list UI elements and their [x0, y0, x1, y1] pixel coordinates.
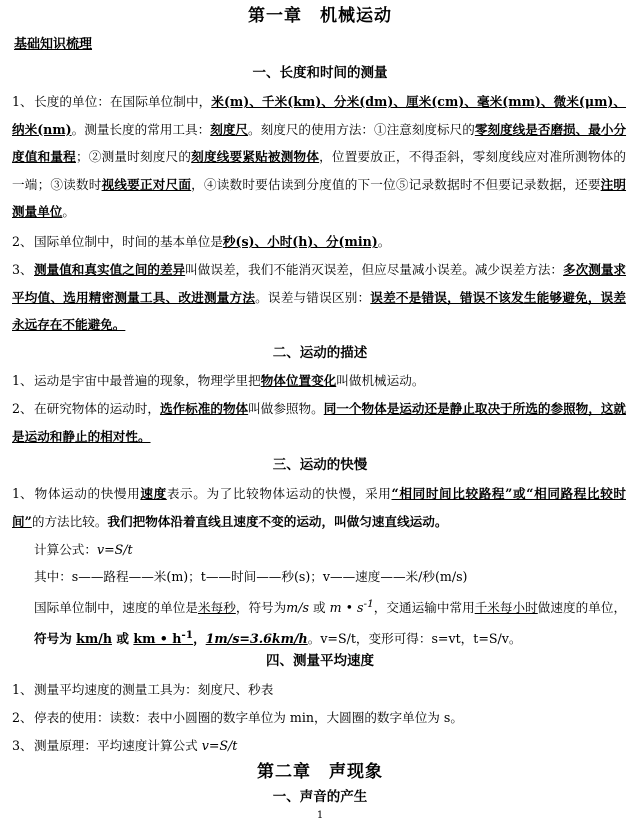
key-point: 同一个物体是运动还是静止取决于所选的参照物，这就是运动和静止的相对性。: [12, 401, 627, 444]
text: 。测量长度的常用工具：: [71, 121, 211, 137]
key-point: 或: [111, 630, 134, 646]
text: 停表的使用：读数：表中小圆圈的数字单位为 min，大圆圈的数字单位为 s。: [34, 710, 463, 725]
speed-formula: v=S/t: [96, 542, 133, 557]
text: ，交通运输中常用: [373, 600, 475, 616]
text: 叫做机械运动。: [336, 373, 425, 388]
formula-line: [34, 536, 626, 564]
chapter-2-title: 第二章 声现象: [257, 762, 383, 782]
text: 国际单位制中，时间的基本单位是: [34, 234, 223, 249]
text: 或: [308, 600, 330, 616]
page-number: 1: [316, 810, 324, 821]
formula: v=S/t: [201, 738, 238, 753]
section-1-title: 一、长度和时间的测量: [252, 65, 388, 81]
conversion: 1m/s=3.6km/h: [205, 630, 308, 646]
list-number: 2、: [12, 234, 33, 249]
text: 叫做参照物。: [248, 401, 324, 416]
key-point: ，: [193, 630, 206, 646]
text: ，符号为: [235, 600, 287, 616]
key-point: [330, 600, 374, 615]
key-point: [206, 631, 308, 646]
text: 测量平均速度的测量工具为：刻度尺、秒表: [34, 682, 274, 697]
key-point: 注明测量单位: [12, 176, 627, 219]
list-number: 1、: [12, 373, 33, 388]
s4-paragraph-1: [12, 676, 626, 704]
speed-unit-paragraph: [34, 591, 626, 652]
unit-text: m • s: [329, 600, 364, 616]
list-number: 2、: [12, 710, 33, 725]
text: 物体运动的快慢用: [34, 486, 141, 501]
ch2-section-1-title: 一、声音的产生: [272, 789, 368, 805]
key-point: 速度: [140, 486, 167, 501]
text: 叫做误差，我们不能消灭误差，但应尽量减小误差。减少误差方法：: [185, 262, 564, 277]
section-4-title: 四、测量平均速度: [266, 653, 374, 669]
key-point: 误差不是错误，错误不该发生能够避免，误差永远存在不能避免。: [12, 289, 627, 332]
text: 运动是宇宙中最普遍的现象，物理学里把: [34, 373, 261, 388]
key-point: 物体位置变化: [260, 373, 337, 388]
chapter-1-title: 第一章 机械运动: [248, 6, 392, 26]
text: 。刻度尺的使用方法：①注意刻度标尺的: [248, 121, 475, 137]
s4-paragraph-3: [12, 732, 626, 760]
text: 国际单位制中，速度的单位是: [34, 600, 198, 616]
text: ；②测量时刻度尺的: [75, 149, 192, 164]
unit-text: km • h: [133, 630, 182, 646]
s1-paragraph-1: [12, 88, 626, 226]
text: 在研究物体的运动时，: [34, 401, 160, 416]
text: 。: [377, 234, 391, 249]
s1-paragraph-3: [12, 256, 626, 339]
text: 。: [62, 204, 75, 219]
section-2-title: 二、运动的描述: [272, 345, 368, 361]
list-number: 3、: [12, 262, 33, 277]
text: 做速度的单位，: [537, 600, 627, 616]
list-number: 2、: [12, 401, 33, 416]
key-point: 刻度线要紧贴被测物体: [191, 149, 320, 164]
key-point: 符号为: [34, 630, 77, 646]
s2-paragraph-1: [12, 367, 626, 395]
key-point: 视线要正对尺面: [101, 176, 192, 192]
list-number: 1、: [12, 94, 33, 109]
formula-variables: 其中：s——路程——米(m)；t——时间——秒(s)；v——速度——米/秒(m/s): [34, 569, 468, 584]
text: ，④读数时要估读到分度值的下一位⑤记录数据时不但要记录数据，还要: [191, 176, 601, 192]
text: 测量原理：平均速度计算公式: [34, 738, 202, 753]
text: ，位置要放正，不得歪斜，零刻度线应对准所测物体的一端；③读数时: [12, 149, 627, 192]
s2-paragraph-2: [12, 395, 626, 450]
text: 。v=S/t，变形可得：s=vt，t=S/v。: [307, 630, 522, 646]
text: 表示。为了比较物体运动的快慢，采用: [166, 486, 392, 501]
key-point: 千米每小时: [474, 600, 538, 616]
formula-label: 计算公式：: [34, 542, 97, 557]
key-point: 选作标准的物体: [159, 401, 249, 416]
key-point: km/h: [76, 630, 112, 646]
key-point: 刻度尺: [210, 121, 249, 137]
superscript: -1: [363, 598, 374, 610]
text: 。误差与错误区别：: [255, 289, 371, 305]
key-point: 零刻度线是否磨损、最小分度值和量程: [12, 121, 627, 164]
key-point: [133, 628, 194, 646]
key-point: 我们把物体沿着直线且速度不变的运动，叫做匀速直线运动。: [107, 513, 448, 529]
section-3-title: 三、运动的快慢: [272, 457, 368, 473]
text: 长度的单位：在国际单位制中，: [34, 94, 212, 109]
s4-paragraph-2: [12, 704, 626, 732]
s1-paragraph-2: [12, 228, 626, 256]
s3-paragraph-1: [12, 480, 626, 535]
key-point: 米每秒: [197, 600, 236, 616]
superscript: -1: [181, 628, 194, 641]
key-point: 多次测量求平均值、选用精密测量工具、改进测量方法: [12, 262, 627, 305]
list-number: 1、: [12, 486, 33, 501]
basic-knowledge-heading: 基础知识梳理: [14, 37, 93, 52]
text: 的方法比较。: [31, 513, 108, 529]
key-point: 秒(s)、小时(h)、分(min): [222, 234, 378, 249]
key-point: 测量值和真实值之间的差异: [34, 262, 186, 277]
key-point: “相同时间比较路程”或“相同路程比较时间”: [12, 486, 627, 529]
key-point: m/s: [286, 600, 309, 616]
list-number: 3、: [12, 738, 33, 753]
list-number: 1、: [12, 682, 33, 697]
key-point: 米(m)、千米(km)、分米(dm)、厘米(cm)、毫米(mm)、微米(μm)、纳米(nm): [12, 94, 627, 137]
